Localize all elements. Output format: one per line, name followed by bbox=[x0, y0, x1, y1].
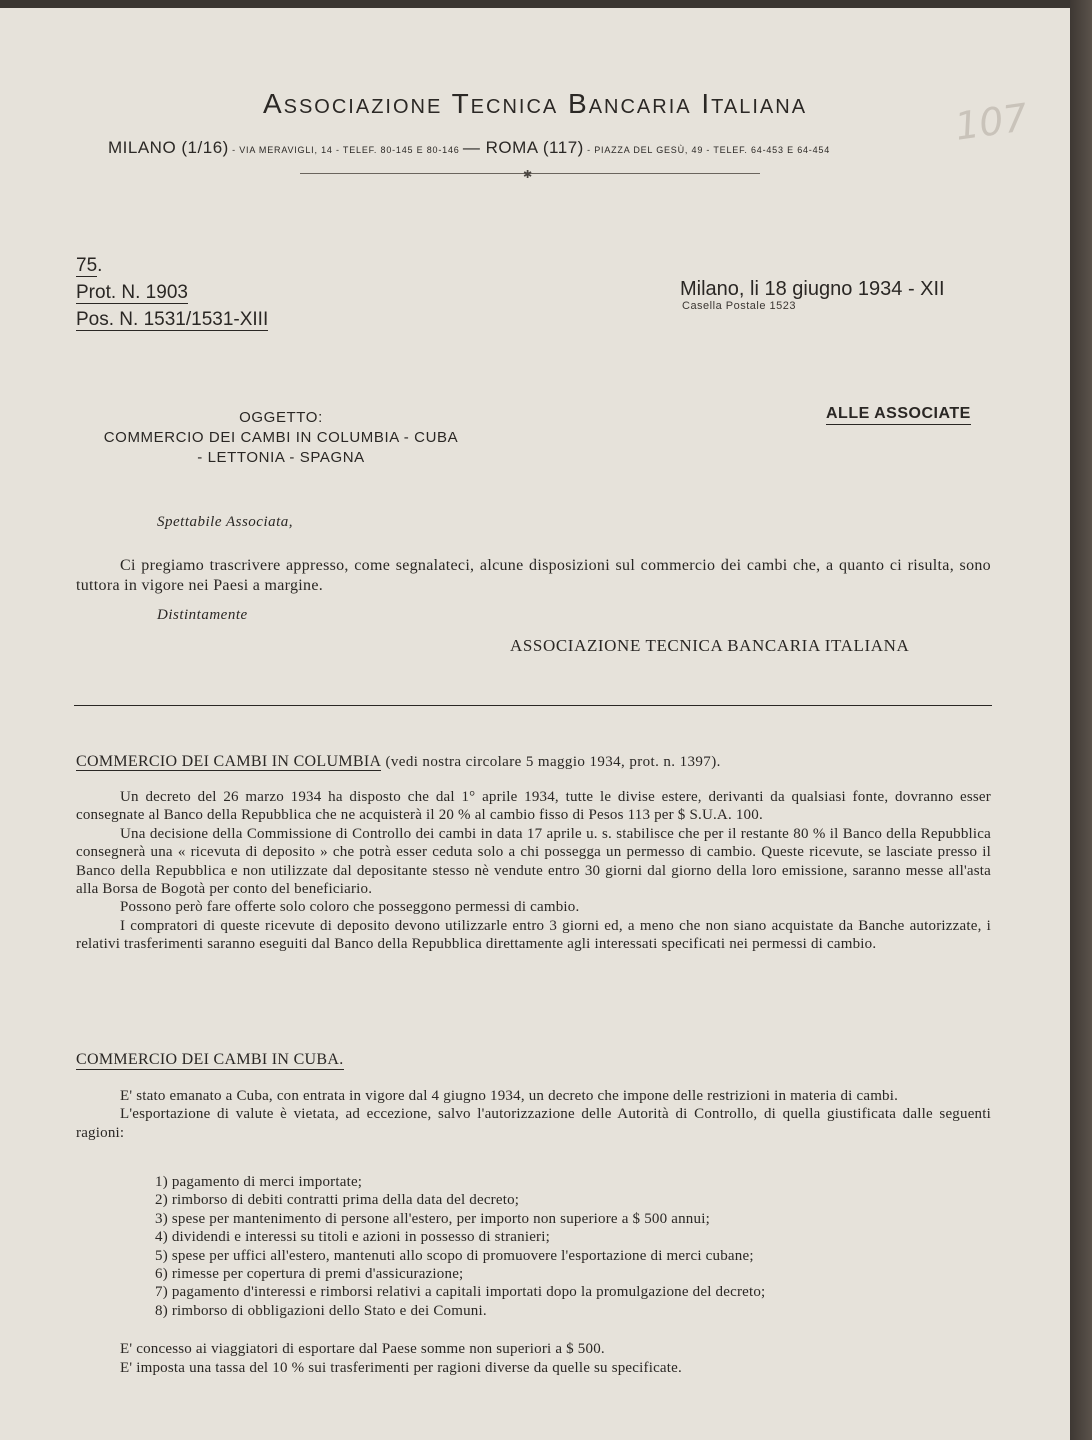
paragraph: I compratori di queste ricevute di deposito devono utilizzarle entro 3 giorni ed, a meno che non siano acquistate da Banche autorizzate, i relativi trasferimenti saranno eseguiti dal Banco della Repubblica direttamente agli interessati specificati nei permessi di cambio. bbox=[76, 917, 991, 953]
divider-star-icon: ✱ bbox=[523, 169, 533, 181]
section-body-cuba bbox=[76, 1087, 991, 1142]
section-divider bbox=[74, 705, 992, 706]
closing-greeting: Distintamente bbox=[157, 607, 248, 623]
reasons-list bbox=[155, 1173, 1005, 1320]
paragraph: Possono però fare offerte solo coloro che posseggono permessi di cambio. bbox=[120, 899, 580, 916]
salutation: Spettabile Associata, bbox=[157, 514, 294, 530]
postal-box: Casella Postale 1523 bbox=[682, 300, 796, 312]
subject-label: OGGETTO: bbox=[239, 409, 323, 426]
section-reference-note: (vedi nostra circolare 5 maggio 1934, prot. n. 1397). bbox=[381, 754, 721, 770]
list-item: 3) spese per mantenimento di persone all'estero, per importo non superiore a $ 500 annui; bbox=[155, 1210, 710, 1227]
address-separator: — bbox=[462, 138, 486, 157]
section-heading-columbia bbox=[76, 753, 721, 771]
list-item: 1) pagamento di merci importate; bbox=[155, 1174, 363, 1190]
address-roma-details: - PIAZZA DEL GESÙ, 49 - TELEF. 64-453 E 64-454 bbox=[583, 145, 831, 155]
document-page bbox=[0, 8, 1070, 1440]
handwritten-page-number: 107 bbox=[952, 95, 1031, 149]
intro-paragraph: Ci pregiamo trascrivere appresso, come segnalateci, alcune disposizioni sul commercio dei cambi che, a quanto ci risulta, sono tuttora in vigore nei Paesi a margine. bbox=[76, 557, 991, 594]
recipient-heading: ALLE ASSOCIATE bbox=[826, 405, 971, 425]
address-milano: MILANO (1/16) bbox=[108, 138, 229, 157]
letterhead-address bbox=[108, 138, 830, 158]
binding-edge bbox=[1070, 0, 1092, 1440]
reference-number: 75 bbox=[76, 255, 98, 276]
list-item: 4) dividendi e interessi su titoli e azioni in possesso di stranieri; bbox=[155, 1229, 550, 1246]
position-number: Pos. N. 1531/1531-XIII bbox=[76, 309, 269, 330]
reference-block: 75. Prot. N. 1903 Pos. N. 1531/1531-XIII bbox=[76, 255, 269, 330]
section-heading-cuba: COMMERCIO DEI CAMBI IN CUBA. bbox=[76, 1051, 344, 1068]
letterhead-title: Associazione Tecnica Bancaria Italiana bbox=[262, 88, 808, 119]
subject-line: - LETTONIA - SPAGNA bbox=[197, 449, 365, 466]
paragraph: L'esportazione di valute è vietata, ad eccezione, salvo l'autorizzazione delle Autorità di Controllo, di quella giustificata dalle seguenti ragioni: bbox=[76, 1106, 991, 1141]
list-item: 6) rimesse per copertura di premi d'assicurazione; bbox=[155, 1266, 464, 1283]
section-body-columbia bbox=[76, 788, 991, 954]
section-title: COMMERCIO DEI CAMBI IN COLUMBIA bbox=[76, 753, 382, 770]
list-item: 8) rimborso di obbligazioni dello Stato e dei Comuni. bbox=[155, 1302, 487, 1319]
letter-date: Milano, li 18 giugno 1934 - XII bbox=[680, 278, 945, 300]
paragraph: Una decisione della Commissione di Controllo dei cambi in data 17 aprile u. s. stabilisce che per il restante 80 % il Banco della Repubblica consegnerà una « ricevuta di deposito » che potrà esser ceduta solo a chi possegga un permesso di cambio. Queste ricevute, se lasciate presso il Banco della Repubblica e non utilizzate dal depositante stesso nè vendute entro 30 giorni dal giorno della loro emissione, saranno messe all'asta alla Borsa de Bogotà per conto del beneficiario. bbox=[76, 825, 991, 898]
subject-line: COMMERCIO DEI CAMBI IN COLUMBIA - CUBA bbox=[103, 429, 459, 446]
address-roma: ROMA (117) bbox=[485, 138, 584, 157]
paragraph: E' stato emanato a Cuba, con entrata in vigore dal 4 giugno 1934, un decreto che impone delle restrizioni in materia di cambi. bbox=[120, 1088, 899, 1104]
paragraph: Un decreto del 26 marzo 1934 ha disposto che dal 1° aprile 1934, tutte le divise estere, derivanti da qualsiasi fonte, dovranno esser consegnate al Banco della Repubblica che ne acquisterà il 20 % al cambio fisso di Pesos 113 per $ S.U.A. 100. bbox=[76, 789, 991, 824]
signature: ASSOCIAZIONE TECNICA BANCARIA ITALIANA bbox=[510, 636, 910, 655]
cuba-closing bbox=[120, 1340, 682, 1378]
list-item: 7) pagamento d'interessi e rimborsi relativi a capitali importati dopo la promulgazione del decreto; bbox=[155, 1284, 766, 1301]
closing-line: E' imposta una tassa del 10 % sui trasferimenti per ragioni diverse da quelle su specificate. bbox=[120, 1360, 682, 1376]
subject-block bbox=[76, 408, 486, 468]
protocol-number: Prot. N. 1903 bbox=[76, 282, 188, 303]
closing-line: E' concesso ai viaggiatori di esportare dal Paese somme non superiori a $ 500. bbox=[120, 1341, 605, 1357]
list-item: 2) rimborso di debiti contratti prima della data del decreto; bbox=[155, 1192, 520, 1209]
address-milano-details: - VIA MERAVIGLI, 14 - TELEF. 80-145 E 80-146 bbox=[228, 145, 463, 155]
list-item: 5) spese per uffici all'estero, mantenuti allo scopo di promuovere l'esportazione di merci cubane; bbox=[155, 1247, 754, 1264]
